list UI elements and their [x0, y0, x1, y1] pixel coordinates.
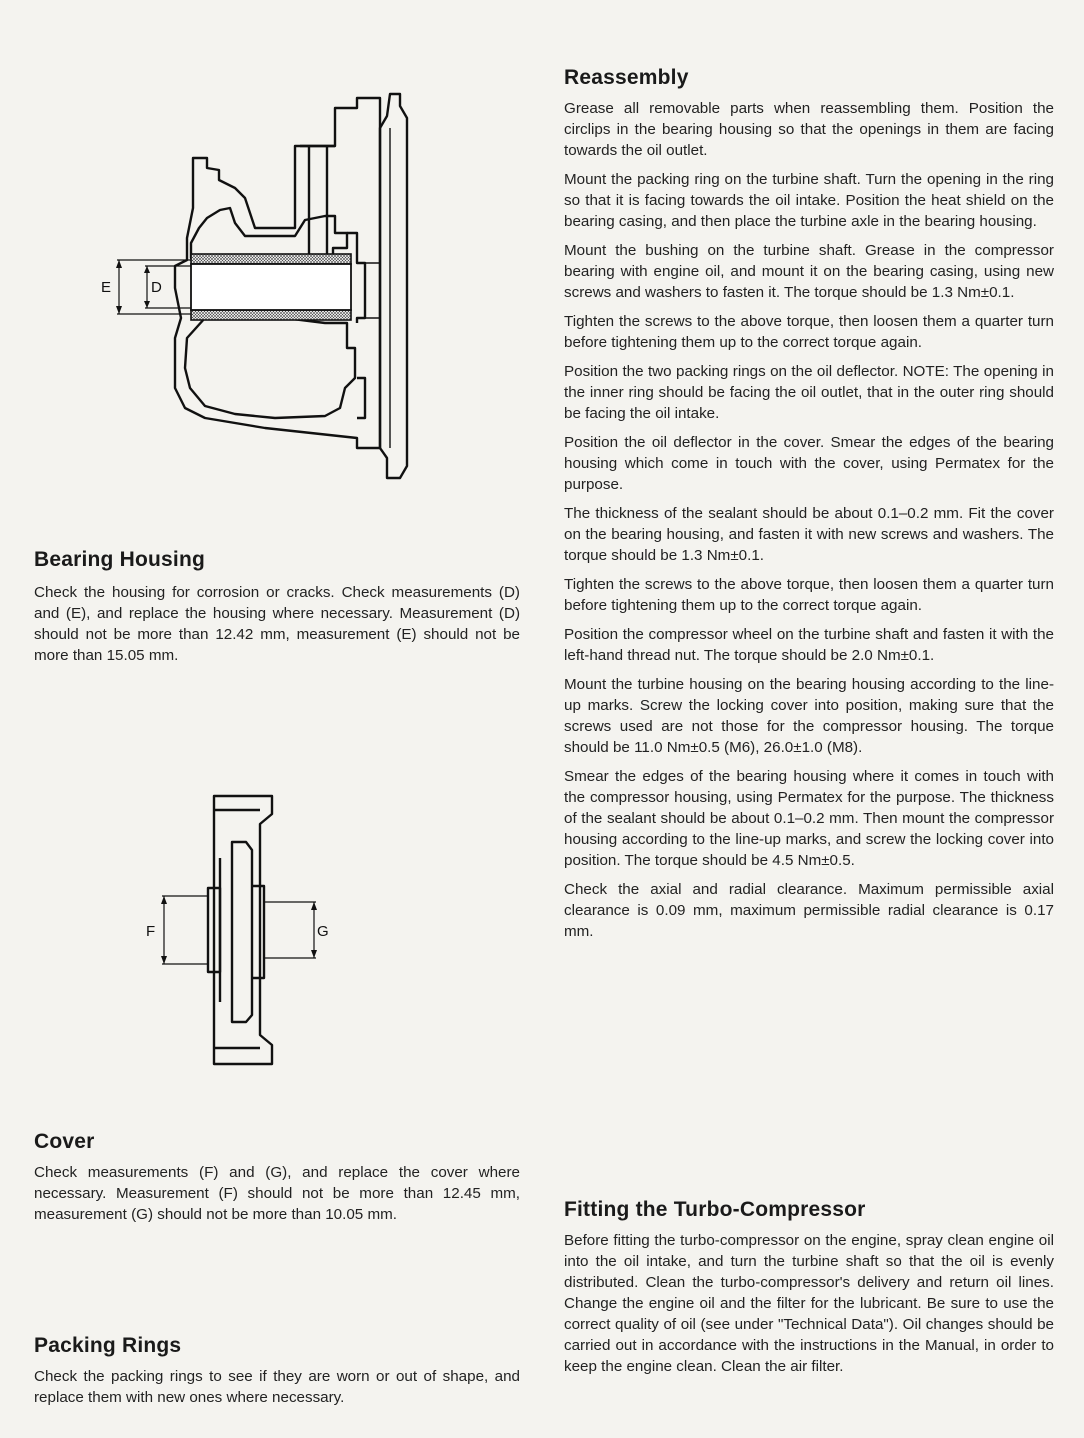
label-e: E	[101, 279, 112, 296]
reassembly-paragraph: Tighten the screws to the above torque, then loosen them a quarter turn before tightening them up to the correct torque again.	[564, 576, 1054, 614]
bearing-housing-heading: Bearing Housing	[34, 548, 206, 571]
reassembly-paragraph: Position the two packing rings on the oil deflector. NOTE: The opening in the inner ring should be facing the oil outlet, that in the outer ring should be facing the oil intake.	[564, 363, 1054, 422]
reassembly-paragraph: Tighten the screws to the above torque, then loosen them a quarter turn before tightening them up to the correct torque again.	[564, 313, 1054, 351]
cover-section	[34, 1130, 520, 1233]
reassembly-heading: Reassembly	[564, 66, 689, 89]
cover-heading: Cover	[34, 1130, 95, 1153]
reassembly-paragraph: Check the axial and radial clearance. Maximum permissible axial clearance is 0.09 mm, maximum permissible radial clearance is 0.17 mm.	[564, 881, 1054, 940]
label-d: D	[151, 279, 162, 296]
bearing-housing-drawing	[95, 88, 425, 488]
bearing-housing-section	[34, 548, 520, 674]
label-g: G	[317, 923, 329, 940]
reassembly-paragraph: Mount the packing ring on the turbine shaft. Turn the opening in the ring so that it is facing towards the oil intake. Position the heat shield on the bearing casing, and then place the turbine axle in the bearing housing.	[564, 171, 1054, 230]
packing-rings-heading: Packing Rings	[34, 1334, 182, 1357]
reassembly-paragraph: Mount the bushing on the turbine shaft. Grease in the compressor bearing with engine oil, and mount it on the bearing casing, using new screws and washers to fasten it. The torque should be 1.3 Nm±0.1.	[564, 242, 1054, 301]
reassembly-paragraph: Smear the edges of the bearing housing where it comes in touch with the compressor housing, using Permatex for the purpose. The thickness of the sealant should be about 0.1–0.2 mm. Then mount the compressor housing according to the line-up marks, and screw the locking cover into position. The torque should be 4.5 Nm±0.5.	[564, 768, 1054, 869]
reassembly-section	[564, 66, 1054, 950]
bearing-housing-diagram	[95, 88, 425, 488]
packing-rings-text: Check the packing rings to see if they are worn or out of shape, and replace them with new ones where necessary.	[34, 1368, 520, 1406]
reassembly-paragraph: Position the oil deflector in the cover. Smear the edges of the bearing housing which come in touch with the cover, using Permatex for the purpose.	[564, 434, 1054, 493]
label-f: F	[146, 923, 156, 940]
reassembly-paragraph: The thickness of the sealant should be about 0.1–0.2 mm. Fit the cover on the bearing housing, and fasten it with new screws and washers. The torque should be 1.3 Nm±0.1.	[564, 505, 1054, 564]
cover-diagram	[140, 790, 340, 1070]
bearing-housing-text: Check the housing for corrosion or cracks. Check measurements (D) and (E), and replace the housing where necessary. Measurement (D) should not be more than 12.42 mm, measurement (E) should not be more than 15.05 mm.	[34, 584, 520, 664]
fitting-text: Before fitting the turbo-compressor on the engine, spray clean engine oil into the oil intake, and turn the turbine shaft so that the oil is evenly distributed. Clean the turbo-compressor's delivery and return oil lines. Change the engine oil and the filter for the lubricant. Be sure to use the correct quality of oil (see under "Technical Data"). Oil changes should be carried out in accordance with the instructions in the Manual, in order to keep the engine clean. Clean the air filter.	[564, 1232, 1054, 1375]
reassembly-paragraph: Grease all removable parts when reassembling them. Position the circlips in the bearing housing so that the openings in them are facing towards the oil outlet.	[564, 100, 1054, 159]
reassembly-body	[564, 98, 1054, 942]
cover-drawing	[140, 790, 340, 1070]
reassembly-paragraph: Position the compressor wheel on the turbine shaft and fasten it with the left-hand thread nut. The torque should be 2.0 Nm±0.1.	[564, 626, 1054, 664]
fitting-section	[564, 1198, 1054, 1385]
reassembly-paragraph: Mount the turbine housing on the bearing housing according to the line-up marks. Screw the locking cover into position, making sure that the screws used are not those for the compressor housing. The torque should be 11.0 Nm±0.5 (M6), 26.0±1.0 (M8).	[564, 676, 1054, 756]
packing-rings-section	[34, 1334, 520, 1416]
fitting-heading: Fitting the Turbo-Compressor	[564, 1198, 866, 1221]
cover-text: Check measurements (F) and (G), and replace the cover where necessary. Measurement (F) should not be more than 12.45 mm, measurement (G) should not be more than 10.05 mm.	[34, 1164, 520, 1223]
